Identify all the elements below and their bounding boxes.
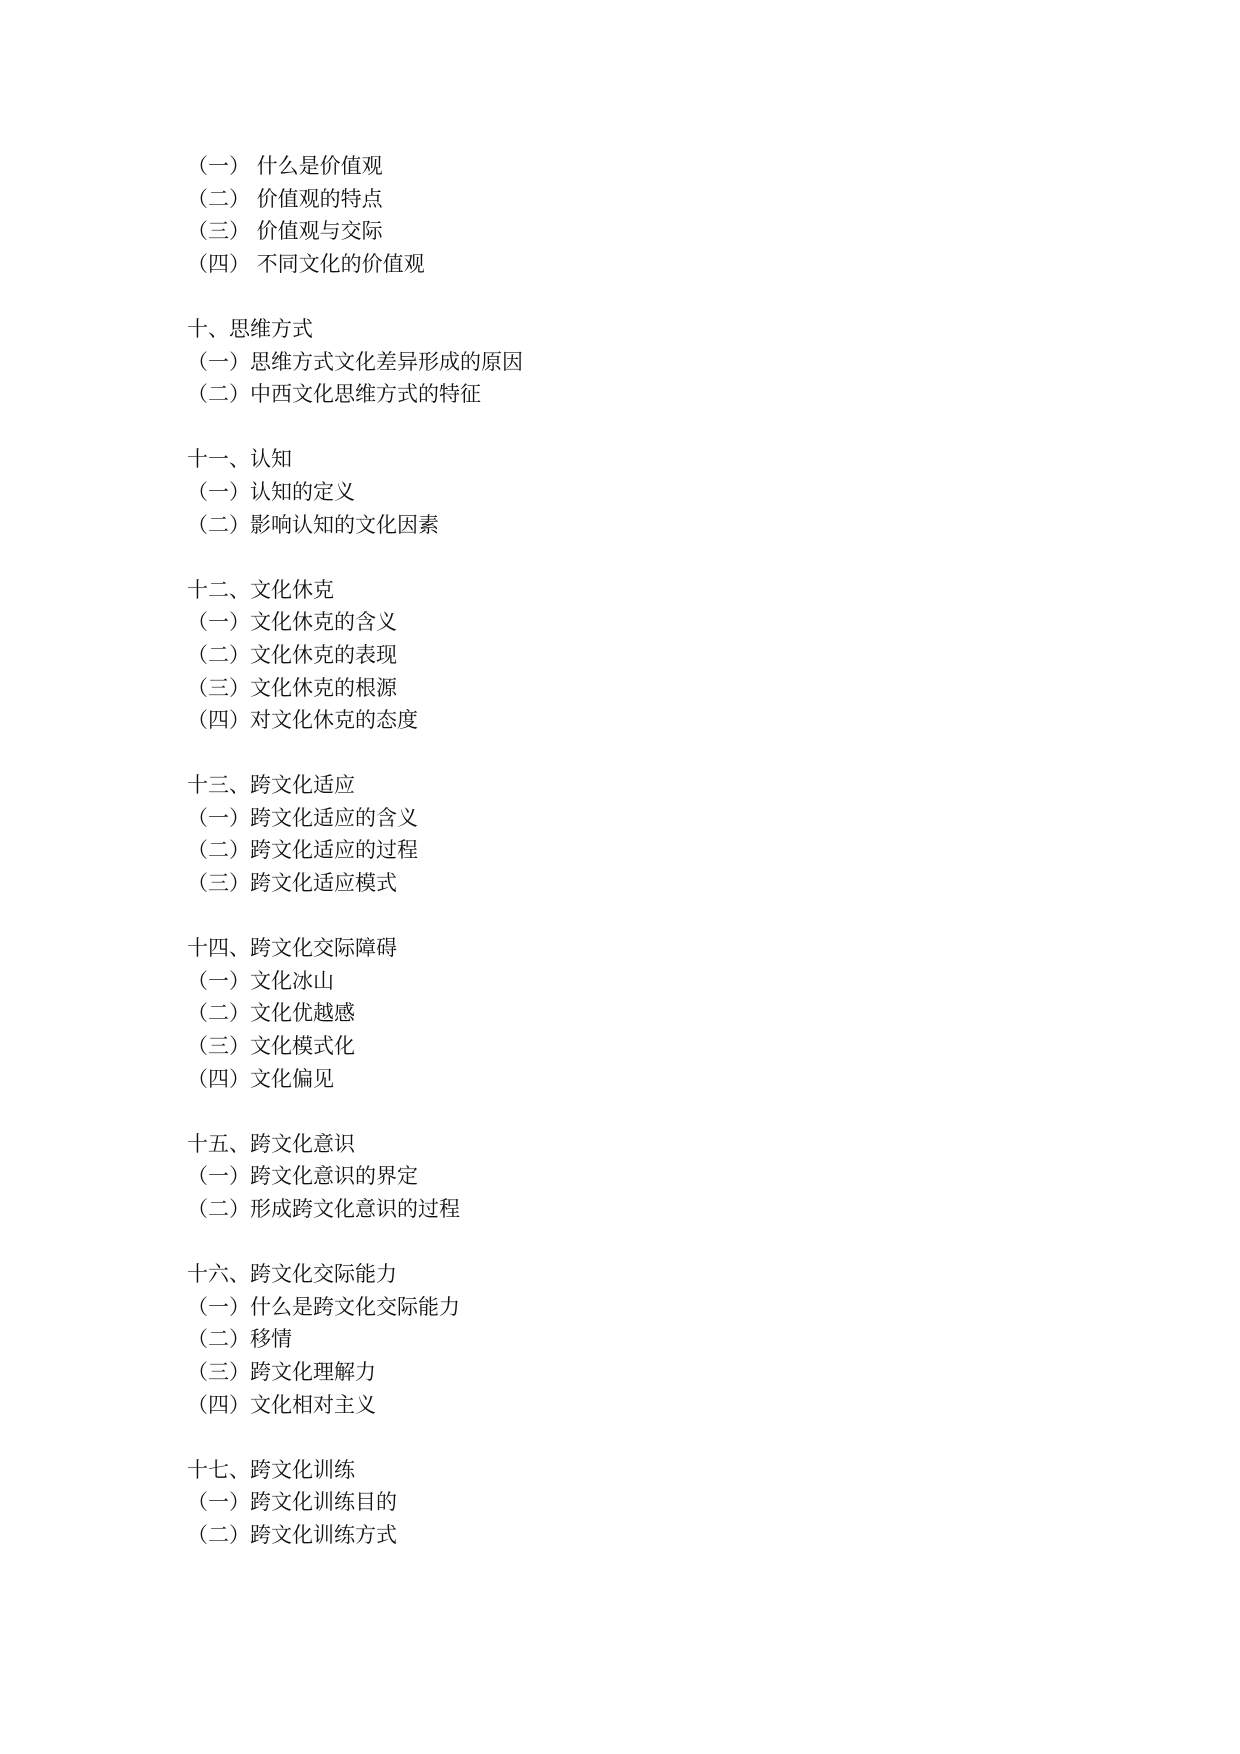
outline-item: （四）对文化休克的态度	[187, 708, 418, 733]
outline-item: （二）中西文化思维方式的特征	[187, 382, 481, 407]
outline-item: （一）文化休克的含义	[187, 610, 397, 635]
outline-item: （一）文化冰山	[187, 968, 334, 993]
outline-item: （一）跨文化意识的界定	[187, 1164, 418, 1189]
outline-section	[187, 1128, 1087, 1226]
outline-item: （一）认知的定义	[187, 479, 355, 504]
section-heading: 十二、文化休克	[187, 577, 334, 602]
outline-item: （一）思维方式文化差异形成的原因	[187, 349, 523, 374]
outline-section	[187, 769, 1087, 899]
outline-item: （一）什么是跨文化交际能力	[187, 1294, 460, 1319]
outline-item: （四）文化相对主义	[187, 1392, 376, 1417]
outline-item: （一）跨文化适应的含义	[187, 805, 418, 830]
outline-section	[187, 313, 1087, 411]
outline-section	[187, 1454, 1087, 1552]
outline-item: （三）文化模式化	[187, 1034, 355, 1059]
outline-item: （一） 什么是价值观	[187, 154, 383, 178]
outline-item: （二）影响认知的文化因素	[187, 512, 439, 537]
outline-item: （一）跨文化训练目的	[187, 1490, 397, 1515]
outline-item: （二）形成跨文化意识的过程	[187, 1197, 460, 1221]
section-heading: 十四、跨文化交际障碍	[187, 936, 397, 961]
outline-item: （二） 价值观的特点	[187, 186, 383, 211]
outline-item: （二）跨文化训练方式	[187, 1522, 397, 1547]
section-heading: 十三、跨文化适应	[187, 773, 355, 798]
outline-item: （二）文化优越感	[187, 1001, 355, 1026]
section-heading: 十七、跨文化训练	[187, 1457, 355, 1482]
outline-section	[187, 932, 1087, 1095]
section-heading: 十五、跨文化意识	[187, 1131, 355, 1156]
outline-item: （四） 不同文化的价值观	[187, 251, 425, 276]
outline-item: （二）移情	[187, 1327, 292, 1352]
section-heading: 十一、认知	[187, 447, 292, 472]
outline-item: （二）文化休克的表现	[187, 642, 397, 667]
section-heading: 十、思维方式	[187, 316, 313, 341]
outline-item: （三） 价值观与交际	[187, 219, 383, 244]
outline-item: （四）文化偏见	[187, 1066, 334, 1091]
section-heading: 十六、跨文化交际能力	[187, 1262, 397, 1287]
outline-item: （三）文化休克的根源	[187, 675, 397, 700]
outline-item: （二）跨文化适应的过程	[187, 838, 418, 863]
outline-section	[187, 1258, 1087, 1421]
outline-section	[187, 574, 1087, 737]
outline-content	[187, 150, 1087, 1552]
outline-item: （三）跨文化理解力	[187, 1359, 376, 1384]
outline-section-continued	[187, 150, 1087, 280]
outline-item: （三）跨文化适应模式	[187, 871, 397, 896]
outline-section	[187, 443, 1087, 541]
